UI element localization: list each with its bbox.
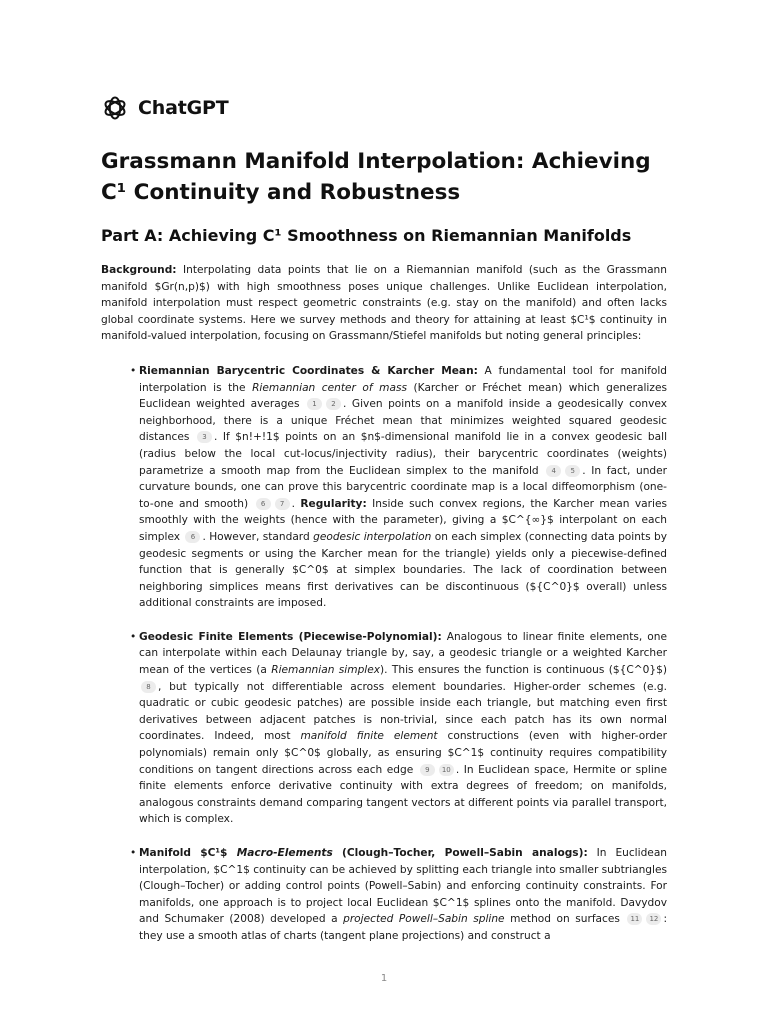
body-text: . In Euclidean space, Hermite or spline finite elements enforce derivative continuity with extra degrees of freedom; on manifolds, analogous constraints demand comparing tangent vectors at different points via parallel transport, which is complex. (139, 763, 667, 826)
body-text: . If $n!+!1$ points on an $n$-dimensional manifold lie in a convex geodesic ball (radius below the local cut-locus/injectivity radius), their barycentric coordinates (weights) parametrize a smooth map from the Euclidean simplex to the manifold (139, 431, 668, 477)
bullet-item (101, 363, 667, 612)
citation-badge[interactable]: 1 (307, 398, 322, 410)
body-text: In Euclidean interpolation, $C^1$ continuity can be achieved by splitting each triangle into smaller subtriangles (Clough–Tocher) or adding control points (Powell–Sabin) and enforcing continuity constraints. For manifolds, one approach is to project local Euclidean $C^1$ splines onto the manifold. Davydov and Schumaker (2008) developed a (139, 847, 668, 926)
citation-badge[interactable]: 11 (627, 913, 642, 925)
body-text: A fundamental tool for manifold interpolation is the (139, 364, 667, 394)
citation-badge[interactable]: 4 (546, 465, 561, 477)
citation-badge[interactable]: 7 (275, 498, 290, 510)
bullet-list (101, 363, 667, 945)
body-text: on each simplex (connecting data points by geodesic segments or using the Karcher mean for the triangle) yields only a piecewise-defined function that is generally $C^0$ at simplex boundaries. The lack of coordination between neighboring simplices means first derivatives can be discontinuous (${C^0}$ overall) unless additional constraints are imposed. (139, 530, 667, 610)
body-text: . In fact, under curvature bounds, one can prove this barycentric coordinate map is a local diffeomorphism (one-to-one and smooth) (139, 464, 668, 510)
document-title: Grassmann Manifold Interpolation: Achieving C¹ Continuity and Robustness (101, 149, 651, 205)
citation-badge[interactable]: 12 (646, 913, 661, 925)
body-text: method on surfaces (504, 913, 626, 926)
citation-badge[interactable]: 5 (565, 465, 580, 477)
document-page (101, 92, 667, 945)
section-heading: Part A: Achieving C¹ Smoothness on Riemannian Manifolds (101, 226, 632, 245)
body-text: Inside such convex regions, the Karcher mean varies smoothly with the weights (hence with the parameter), giving a $C^{∞}$ interpolant on each simplex (139, 497, 667, 543)
bold-text: Regularity: (300, 497, 367, 510)
bullet-marker: • (130, 630, 137, 643)
italic-text: Riemannian simplex (271, 664, 381, 677)
intro-text: Interpolating data points that lie on a Riemannian manifold (such as the Grassmann manifold $Gr(n,p)$) with high smoothness poses unique challenges. Unlike Euclidean interpolation, manifold interpolation must respect geometric constraints (e.g. stay on the manifold) and often lacks global coordinate systems. Here we survey methods and theory for attaining at least $C¹$ continuity in manifold-valued interpolation, focusing on Grassmann/Stiefel manifolds but noting general principles: (101, 264, 667, 343)
bold-text: Riemannian Barycentric Coordinates & Karcher Mean: (139, 364, 478, 377)
bullet-item (101, 845, 667, 945)
bold-italic-text: Macro-Elements (236, 847, 333, 859)
intro-paragraph (101, 262, 667, 345)
italic-text: manifold finite element (300, 730, 438, 743)
page-number: 1 (380, 973, 388, 984)
body-text: , but typically not differentiable across element boundaries. Higher-order schemes (e.g. quadratic or cubic geodesic patches) are possible inside each triangle, but matching even first derivatives between adjacent patches is non-trivial, since each patch has its own normal coordinates. Indeed, most (139, 680, 667, 743)
body-text: . (291, 497, 301, 510)
body-text: (Karcher or Fréchet mean) which generalizes Euclidean weighted averages (139, 381, 667, 411)
italic-text: Riemannian center of mass (252, 381, 408, 394)
brand-name: ChatGPT (138, 97, 229, 119)
citation-badge[interactable]: 10 (439, 764, 454, 776)
bold-text: Geodesic Finite Elements (Piecewise-Polynomial): (139, 630, 442, 643)
bullet-marker: • (130, 364, 137, 377)
openai-logo-icon (101, 94, 129, 122)
citation-badge[interactable]: 6 (256, 498, 271, 510)
citation-badge[interactable]: 2 (326, 398, 341, 410)
italic-text: projected Powell–Sabin spline (343, 913, 505, 926)
bold-text: (Clough–Tocher, Powell–Sabin analogs): (332, 847, 588, 859)
body-text: Analogous to linear finite elements, one can interpolate within each Delaunay triangle by, say, a geodesic triangle or a weighted Karcher mean of the vertices (a (139, 630, 667, 677)
citation-badge[interactable]: 3 (197, 431, 212, 443)
citation-badge[interactable]: 8 (141, 681, 156, 693)
brand-header (101, 92, 667, 124)
bold-text: Manifold $C¹$ (139, 847, 237, 859)
body-text: ). This ensures the function is continuous (${C^0}$) (380, 664, 667, 677)
citation-badge[interactable]: 6 (185, 531, 200, 543)
italic-text: geodesic interpolation (313, 530, 432, 543)
citation-badge[interactable]: 9 (420, 764, 435, 776)
body-text: . Given points on a manifold inside a geodesically convex neighborhood, there is a unique Fréchet mean that minimizes weighted squared geodesic distances (139, 398, 667, 444)
bullet-item (101, 629, 667, 828)
body-text: . However, standard (202, 530, 314, 543)
body-text: : they use a smooth atlas of charts (tangent plane projections) and construct a (139, 913, 668, 942)
body-text: constructions (even with higher-order polynomials) remain only $C^0$ globally, as ensuring $C^1$ continuity requires compatibility conditions on tangent directions across each edge (139, 730, 667, 776)
intro-label: Background: (101, 264, 177, 276)
bullet-marker: • (130, 847, 137, 859)
